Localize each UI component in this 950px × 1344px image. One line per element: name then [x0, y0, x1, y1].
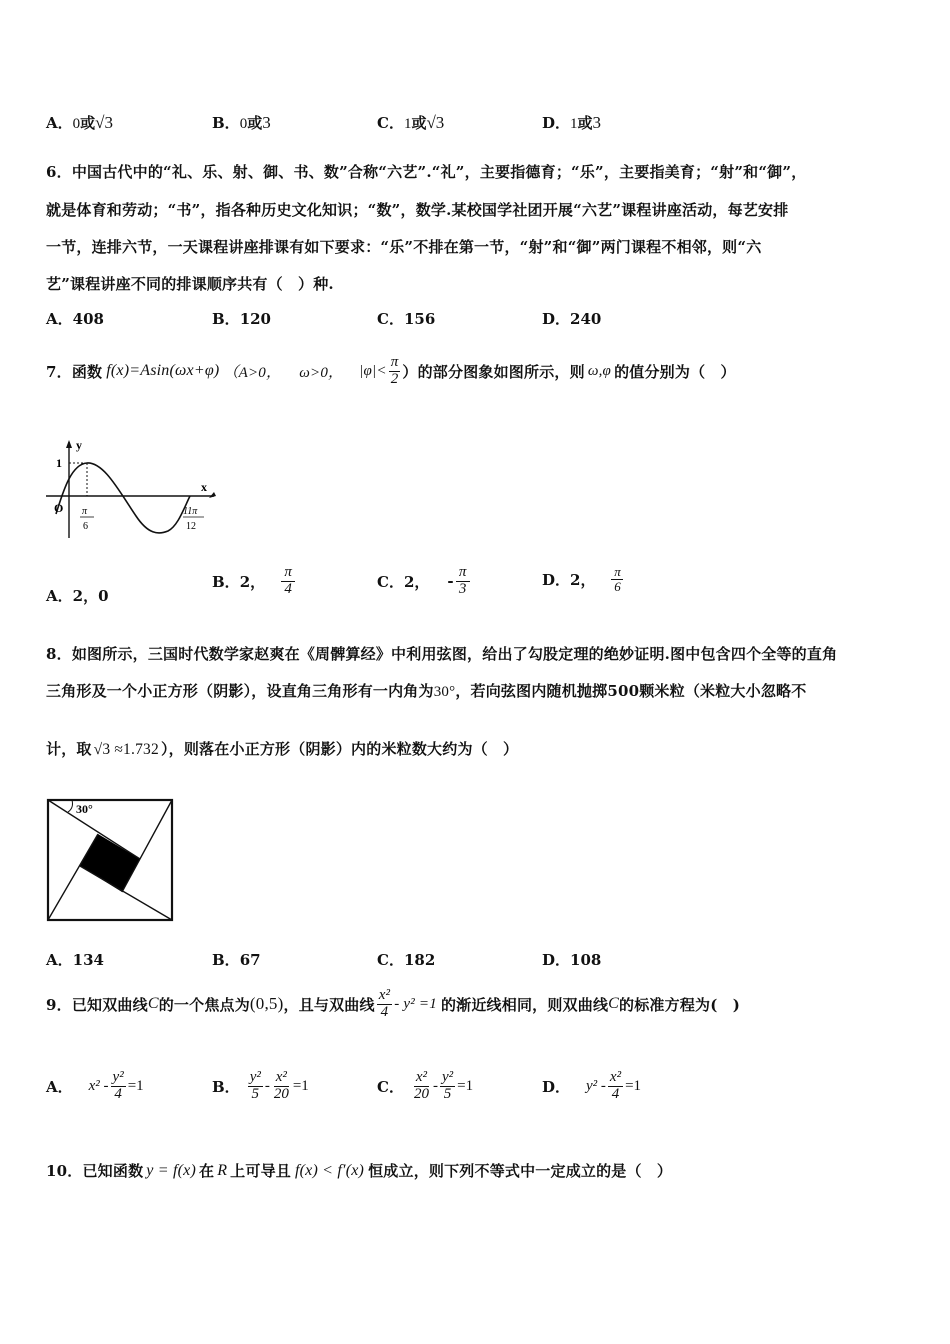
q5-option-value: 0	[239, 116, 248, 132]
q10-func: y = f(x)	[146, 1161, 196, 1179]
q6-line-4: 艺”课程讲座不同的排课顺序共有（ ）种.	[46, 275, 334, 293]
q6-line-1: 6．中国古代中的“礼、乐、射、御、书、数”合称“六艺”.“礼”，主要指德育；“乐”，主要指美育；“射”和“御”，	[46, 163, 807, 181]
tick-11pi12-num: 11π	[183, 506, 198, 517]
q5-option-label: A．	[46, 114, 73, 132]
q7-option-label: C．	[377, 572, 404, 591]
q7-option-b[interactable]	[212, 565, 297, 598]
q5-option-or: 或	[577, 114, 593, 132]
q9-hyp-rest: - y² =1	[394, 995, 437, 1012]
q7-cond-omega: ω>0，	[299, 364, 344, 381]
q9-option-post: =1	[457, 1077, 474, 1094]
frac-den: 4	[611, 1085, 620, 1102]
q8-zhao-shuang-figure	[44, 796, 176, 924]
q5-option-value: 1	[403, 116, 412, 132]
frac-den: 4	[114, 1085, 122, 1102]
q7-stem	[46, 355, 736, 388]
q6-option-label: D．	[542, 310, 571, 328]
q9-c2: C	[608, 995, 620, 1013]
q8-option-value: 108	[570, 951, 602, 969]
q8-angle: 30°	[433, 684, 456, 700]
angle-label: 30°	[76, 802, 93, 816]
q8-line-2b: ，若向弦图内随机抛掷500颗米粒（米粒大小忽略不	[455, 682, 807, 700]
q6-line-2: 就是体育和劳动；“书”，指各种历史文化知识；“数”，数学.某校国学社团开展“六艺”课程讲座活动，每艺安排	[46, 201, 789, 219]
tick-pi6-num: π	[82, 506, 88, 517]
q9-option-label: D．	[542, 1077, 571, 1096]
q8-option-label: B．	[212, 951, 240, 969]
q9-option-frac2	[440, 1070, 455, 1103]
q6-option-c[interactable]	[377, 308, 435, 329]
sine-curve	[56, 463, 190, 533]
q5-option-value2: 3	[262, 113, 271, 132]
q6-option-label: C．	[377, 310, 404, 328]
frac-num: π	[458, 564, 467, 580]
q8-option-label: C．	[377, 951, 404, 969]
q7-option-c[interactable]	[377, 565, 472, 598]
frac-den: 5	[443, 1085, 452, 1102]
q10-part1: 10．已知函数	[46, 1162, 144, 1180]
y-label: y	[76, 438, 82, 452]
q5-option-label: D．	[542, 114, 571, 132]
q6-option-d[interactable]	[542, 308, 601, 329]
q7-vars: ω,φ	[587, 362, 612, 379]
frac-den: 3	[458, 580, 467, 597]
q5-option-b[interactable]	[212, 112, 271, 133]
q9-option-mid: -	[264, 1077, 270, 1094]
q8-option-value: 134	[72, 951, 104, 969]
q10-ineq: f(x) < f′(x)	[294, 1161, 365, 1179]
frac-den: 4	[284, 580, 292, 597]
q6-option-value: 156	[403, 310, 436, 328]
q9-point: (0,5)	[249, 994, 284, 1014]
q5-option-value: 0	[72, 116, 81, 132]
origin-label: O	[54, 501, 64, 515]
q10-part3: 上可导且	[230, 1162, 291, 1180]
frac-num: x²	[609, 1069, 622, 1085]
q9-option-mid: -	[432, 1077, 438, 1094]
x-axis-arrow	[209, 492, 216, 498]
q7-option-d[interactable]	[542, 565, 625, 593]
frac-num: π	[614, 564, 621, 579]
frac-den: 5	[251, 1085, 260, 1102]
q9-hyp-frac	[377, 988, 393, 1021]
q9-option-post: =1	[625, 1077, 642, 1094]
q8-approx: √3 ≈1.732	[93, 741, 159, 758]
q9-option-post: =1	[292, 1077, 309, 1094]
q9-option-b[interactable]	[212, 1070, 309, 1103]
frac-num: y²	[249, 1069, 261, 1085]
q7-option-frac	[281, 565, 295, 598]
q8-line-3	[46, 738, 518, 759]
q6-option-label: B．	[212, 310, 240, 328]
q9-option-frac	[248, 1070, 263, 1103]
q7-option-label: B．	[212, 572, 240, 591]
tick-pi6-den: 6	[83, 521, 88, 532]
q9-option-label: A．	[46, 1077, 73, 1096]
q7-option-value: 2，	[570, 570, 596, 589]
q9-option-d[interactable]	[542, 1070, 641, 1103]
q9-part3: ，且与双曲线	[283, 995, 375, 1014]
q9-option-frac	[608, 1070, 623, 1103]
q7-option-a[interactable]	[46, 585, 109, 606]
q8-line-2a: 三角形及一个小正方形（阴影），设直角三角形有一内角为	[46, 682, 434, 700]
q9-part1: 9．已知双曲线	[46, 995, 148, 1014]
q5-option-a[interactable]	[46, 112, 113, 133]
q6-option-label: A．	[46, 310, 73, 328]
q9-option-frac2	[272, 1070, 291, 1103]
q6-option-value: 408	[72, 310, 104, 328]
q7-cond-a: （A>0，	[223, 364, 282, 381]
q5-option-c[interactable]	[377, 112, 444, 133]
q9-part4: 的渐近线相同，则双曲线	[440, 995, 609, 1014]
q10-r: R	[217, 1161, 228, 1179]
q5-option-value2: 3	[592, 113, 602, 132]
q7-option-label: D．	[542, 570, 571, 589]
frac-den: 4	[380, 1003, 389, 1020]
q7-option-value: 2，	[239, 572, 266, 591]
frac-num: π	[284, 564, 292, 580]
frac-num: x²	[415, 1069, 428, 1085]
q8-line-2	[46, 680, 806, 701]
q8-option-label: D．	[542, 951, 571, 969]
q9-option-pre: y² -	[586, 1077, 606, 1094]
q6-option-b[interactable]	[212, 308, 271, 329]
q9-option-pre: x² -	[88, 1077, 109, 1094]
tick-11pi12-den: 12	[186, 521, 196, 532]
q7-prefix: 7．函数	[46, 362, 103, 381]
q8-option-c[interactable]	[377, 949, 435, 970]
q9-option-frac	[111, 1070, 126, 1103]
frac-num: x²	[275, 1069, 287, 1085]
q6-option-value: 120	[239, 310, 271, 328]
q9-option-frac	[412, 1070, 431, 1103]
q8-option-d[interactable]	[542, 949, 601, 970]
q10-part2: 在	[198, 1162, 215, 1180]
frac-num: x²	[378, 987, 391, 1003]
q8-option-value: 182	[403, 951, 436, 969]
q9-option-label: B．	[212, 1077, 240, 1096]
q5-option-label: C．	[377, 114, 404, 132]
q7-function: f(x)=Asin(ωx+φ)	[106, 362, 220, 380]
q5-option-or: 或	[411, 114, 427, 132]
q5-option-value: 1	[570, 116, 578, 132]
q9-option-post: =1	[127, 1077, 144, 1094]
q7-sine-graph	[44, 436, 219, 541]
q7-option-value: 2，	[403, 572, 430, 591]
q7-suffix2: 的值分别为（ ）	[614, 362, 736, 381]
q5-option-or: 或	[247, 114, 263, 132]
frac-num: y²	[112, 1069, 124, 1085]
q9-c: C	[147, 995, 159, 1013]
frac-num: y²	[441, 1069, 454, 1085]
q7-suffix: ）的部分图象如图所示，则	[402, 362, 585, 381]
frac-den: 2	[390, 370, 399, 387]
q5-option-d[interactable]	[542, 112, 601, 133]
q6-option-a[interactable]	[46, 308, 104, 329]
q7-cond-phi: |φ|<	[359, 362, 387, 379]
q7-pi-over-2	[389, 355, 401, 388]
q8-option-value: 67	[239, 951, 261, 969]
q6-line-3: 一节，连排六节，一天课程讲座排课有如下要求：“乐”不排在第一节，“射”和“御”两门课程不相邻，则“六	[46, 238, 762, 256]
q9-option-label: C．	[377, 1077, 404, 1096]
q5-option-value2: √3	[95, 113, 113, 132]
q8-line-3a: 计，取	[46, 740, 92, 758]
q7-option-sign: -	[447, 572, 454, 591]
q8-line-3b: ），则落在小正方形（阴影）内的米粒数大约为（ ）	[160, 740, 519, 758]
q7-option-label: A．	[46, 587, 73, 605]
q7-option-value: 2，0	[72, 587, 109, 605]
q8-option-label: A．	[46, 951, 73, 969]
q9-part5: 的标准方程为( )	[619, 995, 741, 1014]
frac-den: 6	[614, 578, 621, 594]
frac-num: π	[390, 354, 399, 370]
q9-option-c[interactable]	[377, 1070, 473, 1103]
q5-option-or: 或	[80, 114, 96, 132]
q8-option-a[interactable]	[46, 949, 104, 970]
q10-part4: 恒成立，则下列不等式中一定成立的是（ ）	[368, 1162, 673, 1180]
q10-stem	[46, 1160, 672, 1181]
q8-line-1: 8．如图所示，三国时代数学家赵爽在《周髀算经》中利用弦图，给出了勾股定理的绝妙证明.图中包含四个全等的直角	[46, 645, 838, 663]
one-label: 1	[56, 456, 62, 470]
q7-option-frac	[456, 565, 470, 598]
q6-option-value: 240	[570, 310, 602, 328]
frac-den: 20	[273, 1085, 289, 1102]
frac-den: 20	[413, 1085, 429, 1102]
q8-option-b[interactable]	[212, 949, 261, 970]
q5-option-value2: √3	[426, 113, 445, 132]
q9-option-a[interactable]	[46, 1070, 144, 1103]
q9-part2: 的一个焦点为	[158, 995, 250, 1014]
q7-option-frac	[611, 565, 623, 593]
q9-stem	[46, 988, 740, 1021]
x-label: x	[201, 480, 207, 494]
y-axis-arrow	[66, 440, 72, 448]
q5-option-label: B．	[212, 114, 240, 132]
